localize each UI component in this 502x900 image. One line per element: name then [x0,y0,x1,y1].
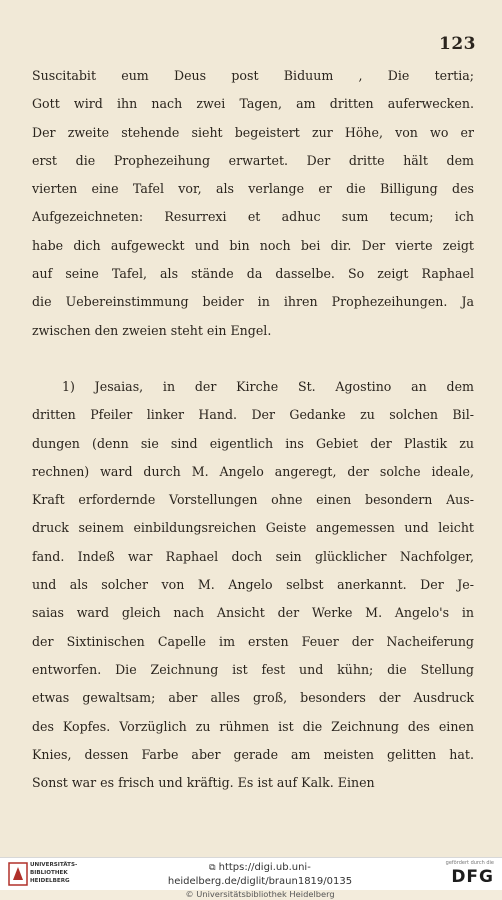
text-line: etwas gewaltsam; aber alles groß, besonders der Ausdruck [32,690,474,706]
dfg-wordmark: DFG [451,867,494,887]
text-line: Aufgezeichneten: Resurrexi et adhuc sum tecum; ich [32,209,474,225]
text-line: Gott wird ihn nach zwei Tagen, am dritten auferwecken. [32,96,474,112]
university-seal-icon [8,862,28,886]
text-line: Suscitabit eum Deus post Biduum , Die tertia; [32,68,474,83]
copyright-notice: © Universitätsbibliothek Heidelberg [185,889,335,899]
dfg-logo [434,860,494,887]
body-text [32,62,474,797]
external-link-icon: ⧉ [209,863,216,873]
permalink[interactable] [140,861,380,889]
text-line: dungen (denn sie sind eigentlich ins Gebiet der Plastik zu [32,435,474,451]
text-line: entworfen. Die Zeichnung ist fest und kühn; die Stellung [32,661,474,677]
text-line: saias ward gleich nach Ansicht der Werke M. Angelo's in [32,605,474,621]
text-line: die Uebereinstimmung beider in ihren Prophezeihungen. Ja [32,294,474,310]
library-name [30,862,77,885]
library-name-line: UNIVERSITÄTS- [30,862,78,868]
text-line: zwischen den zweien steht ein Engel. [32,322,272,338]
text-line: Der zweite stehende sieht begeistert zur Höhe, von wo er [32,124,474,140]
text-line: Knies, dessen Farbe aber gerade am meisten gelitten hat. [32,746,474,762]
page-number: 123 [439,34,476,54]
text-line: druck seinem einbildungsreichen Geiste angemessen und leicht [32,520,474,536]
library-name-line: HEIDELBERG [30,877,70,884]
text-line: des Kopfes. Vorzüglich zu rühmen ist die Zeichnung des einen [32,718,474,734]
text-line: der Sixtinischen Capelle im ersten Feuer der Nacheiferung [32,633,474,649]
text-line: Sonst war es frisch und kräftig. Es ist auf Kalk. Einen [32,775,375,791]
text-line: erst die Prophezeihung erwartet. Der dritte hält dem [32,152,474,168]
text-line: Kraft erfordernde Vorstellungen ohne einen besondern Aus- [32,492,474,508]
text-line: auf seine Tafel, als stände da dasselbe. So zeigt Raphael [32,266,474,282]
funded-by-label: gefördert durch die [445,860,494,866]
text-line: rechnen) ward durch M. Angelo angeregt, der solche ideale, [32,463,474,479]
text-line: und als solcher von M. Angelo selbst anerkannt. Der Je- [32,577,474,593]
permalink-url[interactable]: https://digi.ub.uni-heidelberg.de/diglit/braun1819/0135 [167,862,353,887]
viewer-footer [0,857,502,899]
text-line: dritten Pfeiler linker Hand. Der Gedanke zu solchen Bil- [32,407,474,423]
text-line: fand. Indeß war Raphael doch sein glücklicher Nachfolger, [32,548,474,564]
citation [140,861,380,900]
text-line: habe dich aufgeweckt und bin noch bei dir. Der vierte zeigt [32,237,474,253]
text-line: vierten eine Tafel vor, als verlange er die Billigung des [32,181,474,197]
text-line: 1) Jesaias, in der Kirche St. Agostino an dem [62,378,474,394]
library-name-line: BIBLIOTHEK [30,869,68,876]
